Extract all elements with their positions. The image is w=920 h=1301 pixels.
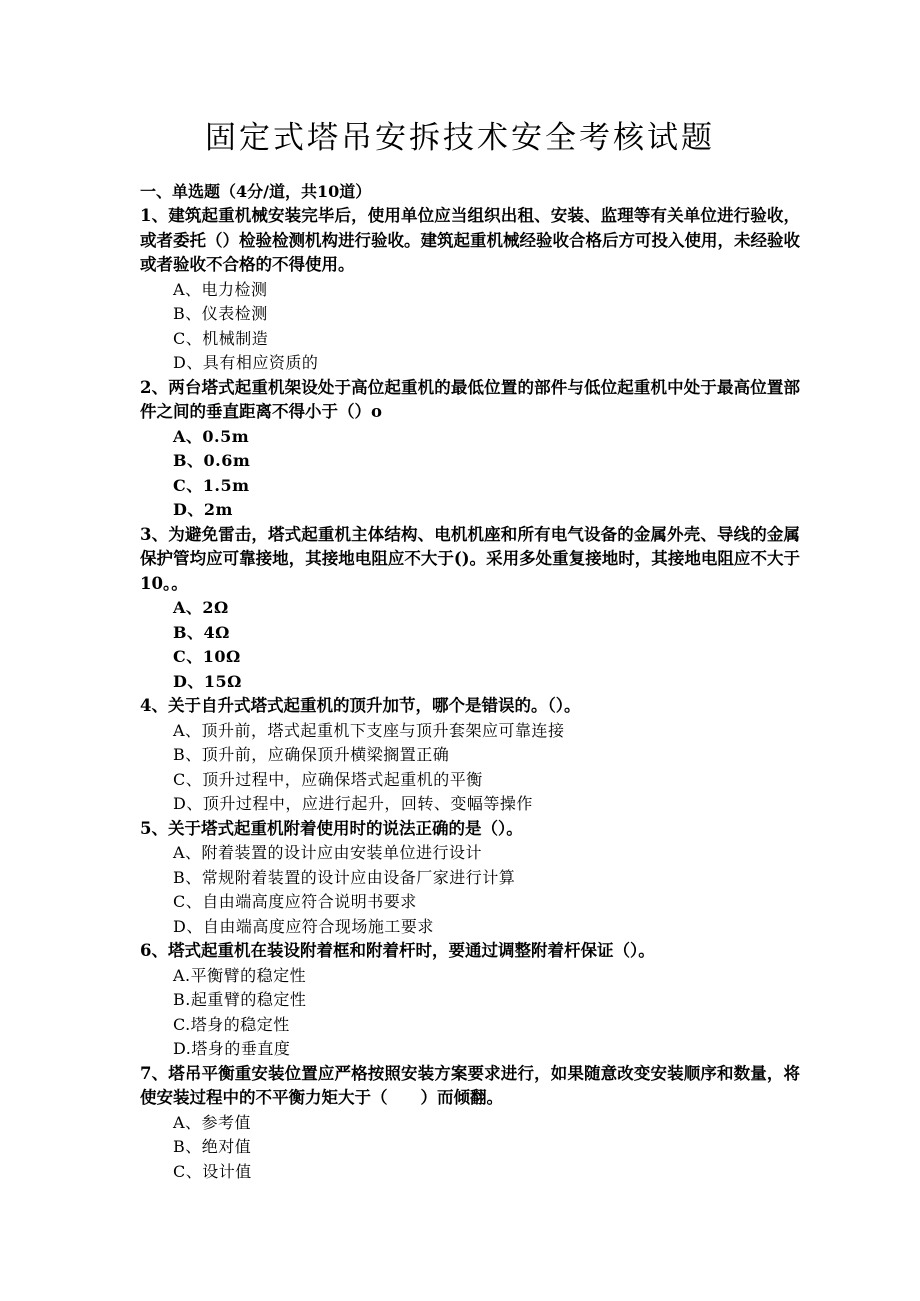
option-d: D、自由端高度应符合现场施工要求 [173,916,434,936]
option-d: D、15Ω [173,671,242,691]
question-text: 4、关于自升式塔式起重机的顶升加节，哪个是错误的。（）。 [140,696,581,715]
option-d: D、2m [173,500,233,519]
question-text: 6、塔式起重机在装设附着框和附着杆时，要通过调整附着杆保证（）。 [140,941,655,960]
option-d: D.塔身的垂直度 [173,1039,291,1058]
option-b: B、顶升前，应确保顶升横梁搁置正确 [173,745,450,764]
option-b: B、常规附着装置的设计应由设备厂家进行计算 [173,867,516,887]
option-a: A.平衡臂的稳定性 [173,965,307,985]
question-text: 7、塔吊平衡重安装位置应严格按照安装方案要求进行，如果随意改变安装顺序和数量，将使安装过程中的不平衡力矩大于（ ）而倾翻。 [140,1063,800,1107]
option-b: B、绝对值 [173,1137,252,1156]
option-d: D、顶升过程中，应进行起升，回转、变幅等操作 [173,794,533,813]
option-a: A、参考值 [173,1112,252,1132]
option-b: B、仪表检测 [173,304,268,323]
option-c: C、设计值 [173,1161,252,1181]
document-title: 固定式塔吊安拆技术安全考核试题 [205,120,715,156]
question-block [140,204,800,376]
option-c: C、顶升过程中，应确保塔式起重机的平衡 [173,769,483,789]
option-c: C、1.5m [173,475,250,495]
option-a: A、0.5m [173,426,250,446]
option-a: A、顶升前，塔式起重机下支座与顶升套架应可靠连接 [173,720,565,740]
question-block [140,376,800,523]
option-c: C、机械制造 [173,328,269,348]
question-block [140,817,800,940]
question-text: 5、关于塔式起重机附着使用时的说法正确的是（）。 [140,818,523,838]
question-block [140,523,800,695]
document-body [140,180,800,1184]
option-d: D、具有相应资质的 [173,353,319,372]
option-a: A、2Ω [173,598,229,617]
option-c: C、自由端高度应符合说明书要求 [173,892,417,911]
question-text: 3、为避免雷击，塔式起重机主体结构、电机机座和所有电气设备的金属外壳、导线的金属保护管均应可靠接地，其接地电阻应不大于()。采用多处重复接地时，其接地电阻应不大于10。。 [140,524,800,593]
option-b: B、4Ω [173,622,230,642]
option-b: B、0.6m [173,451,251,470]
question-block [140,939,800,1062]
question-text: 2、两台塔式起重机架设处于高位起重机的最低位置的部件与低位起重机中处于最高位置部件之间的垂直距离不得小于（）o [140,377,800,421]
section-header: 一、单选题（4分/道，共10道） [140,182,372,201]
question-block [140,694,800,817]
option-c: C.塔身的稳定性 [173,1014,290,1034]
option-a: A、附着装置的设计应由安装单位进行设计 [173,843,483,862]
question-block [140,1062,800,1185]
option-a: A、电力检测 [173,279,268,299]
option-b: B.起重臂的稳定性 [173,990,307,1009]
question-text: 1、建筑起重机械安装完毕后，使用单位应当组织出租、安装、监理等有关单位进行验收，或者委托（）检验检测机构进行验收。建筑起重机械经验收合格后方可投入使用，未经验收或者验收不合格的不得使用。 [140,206,800,274]
option-c: C、10Ω [173,647,241,666]
